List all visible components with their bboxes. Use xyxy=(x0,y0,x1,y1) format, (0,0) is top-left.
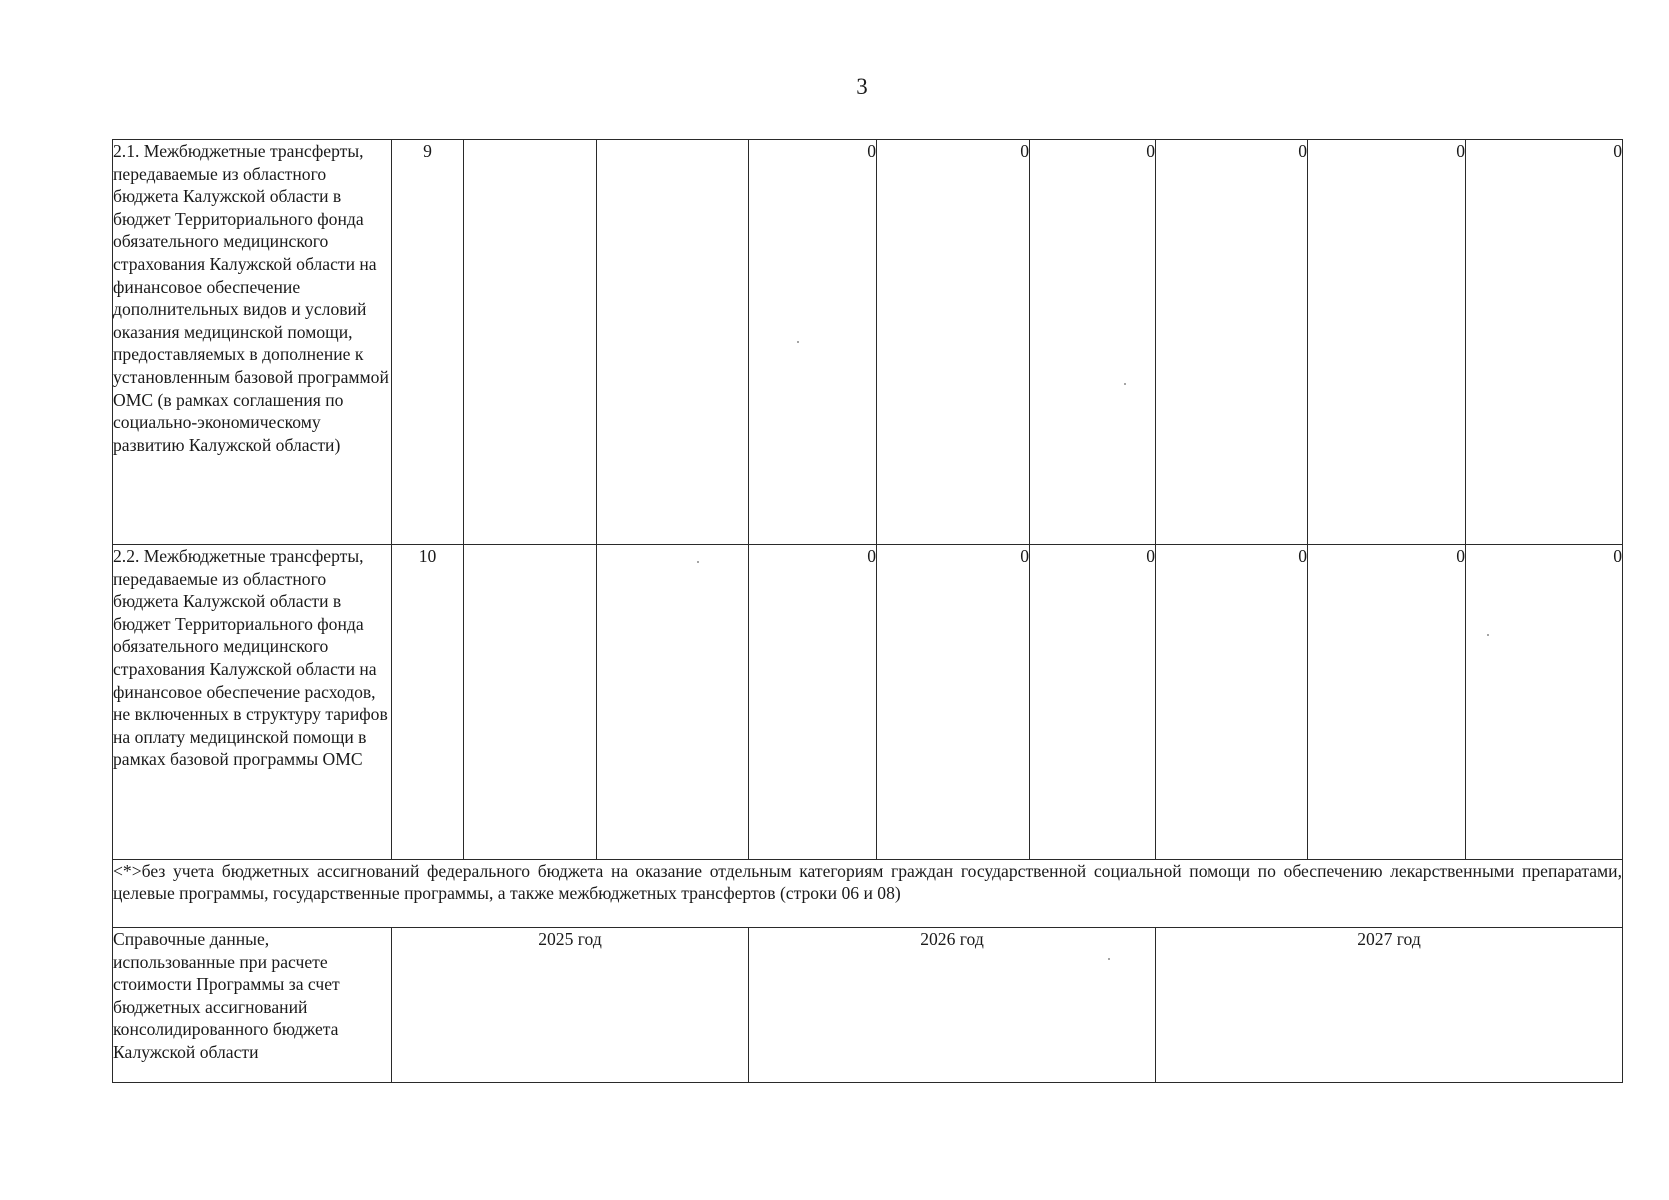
reference-row xyxy=(113,928,1623,1083)
row-code: 9 xyxy=(392,140,464,545)
scan-speck xyxy=(1487,634,1489,636)
row-name: 2.1. Межбюджетные трансферты, передаваемые из областного бюджета Калужской области в бюджет Территориального фонда обязательного медицинского страхования Калужской области на финансовое обеспечение дополнительных видов и условий оказания медицинской помощи, предоставляемых в дополнение к установленным базовой программой ОМС (в рамках соглашения по социально-экономическому развитию Калужской области) xyxy=(113,140,392,545)
empty-cell xyxy=(597,140,749,545)
table-row xyxy=(113,140,1623,545)
footnote-row xyxy=(113,860,1623,928)
reference-label: Справочные данные, использованные при расчете стоимости Программы за счет бюджетных ассигнований консолидированного бюджета Калужской области xyxy=(113,928,392,1083)
value-cell: 0 xyxy=(1030,140,1156,545)
footnote-text: <*>без учета бюджетных ассигнований федерального бюджета на оказание отдельным категориям граждан государственной социальной помощи по обеспечению лекарственными препаратами, целевые программы, государственные программы, а также межбюджетных трансфертов (строки 06 и 08) xyxy=(113,860,1623,928)
empty-cell xyxy=(464,545,597,860)
value-cell: 0 xyxy=(877,140,1030,545)
scan-speck xyxy=(697,561,699,563)
row-code: 10 xyxy=(392,545,464,860)
value-cell: 0 xyxy=(749,140,877,545)
table-row xyxy=(113,545,1623,860)
value-cell: 0 xyxy=(1030,545,1156,860)
year-2025-cell: 2025 год xyxy=(392,928,749,1083)
value-cell: 0 xyxy=(1156,140,1308,545)
value-cell: 0 xyxy=(1466,545,1623,860)
year-2026-cell: 2026 год xyxy=(749,928,1156,1083)
value-cell: 0 xyxy=(877,545,1030,860)
value-cell: 0 xyxy=(1466,140,1623,545)
scan-speck xyxy=(1108,958,1110,960)
financial-table xyxy=(112,139,1623,1083)
value-cell: 0 xyxy=(1308,140,1466,545)
row-name: 2.2. Межбюджетные трансферты, передаваемые из областного бюджета Калужской области в бюджет Территориального фонда обязательного медицинского страхования Калужской области на финансовое обеспечение расходов, не включенных в структуру тарифов на оплату медицинской помощи в рамках базовой программы ОМС xyxy=(113,545,392,860)
page-number: 3 xyxy=(856,74,868,99)
scan-speck xyxy=(797,341,799,343)
value-cell: 0 xyxy=(1156,545,1308,860)
empty-cell xyxy=(597,545,749,860)
empty-cell xyxy=(464,140,597,545)
value-cell: 0 xyxy=(749,545,877,860)
scan-speck xyxy=(1124,383,1126,385)
value-cell: 0 xyxy=(1308,545,1466,860)
year-2027-cell: 2027 год xyxy=(1156,928,1623,1083)
